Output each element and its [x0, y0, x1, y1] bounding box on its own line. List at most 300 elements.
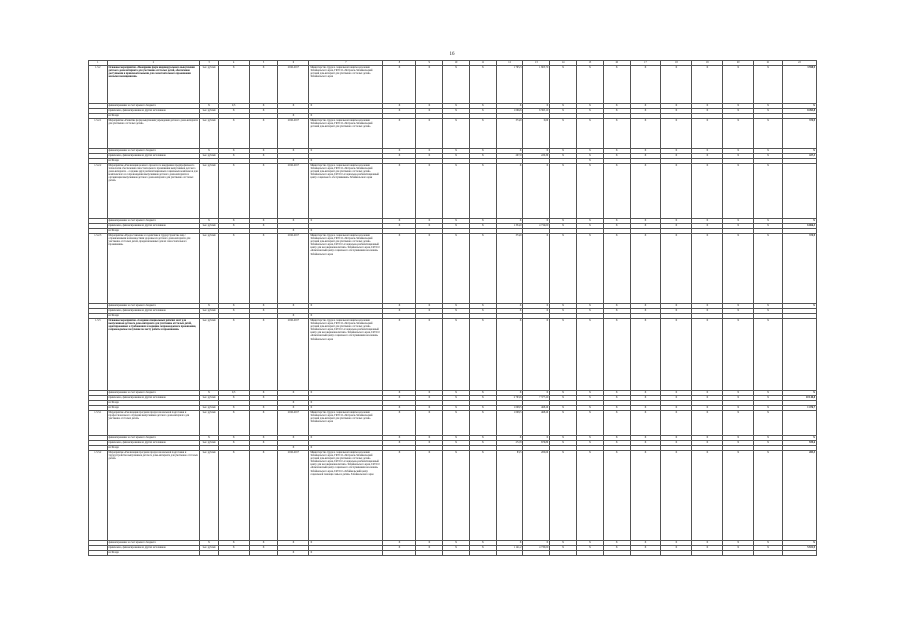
table-cell: X [630, 411, 661, 436]
table-cell: X [383, 441, 416, 446]
table-cell: 272,8 [496, 441, 523, 446]
table-cell: X [383, 154, 416, 159]
table-cell: X [249, 396, 278, 401]
table-cell: Мероприятие «Предоставление и содействие в трудоустройстве лиц с ограниченными возможностями здоровья из детского дома-интерната для умственно отсталых детей, предназначенных для их самостоятельного проживания» [107, 234, 200, 304]
table-cell: X [249, 319, 278, 391]
table-cell: X [443, 66, 470, 104]
table-cell [443, 551, 470, 556]
table-cell: тыс. рублей [200, 119, 219, 149]
table-cell: X [723, 391, 754, 396]
table-cell: X [523, 164, 550, 219]
table-cell: X [661, 304, 692, 309]
table-cell: X [577, 66, 604, 104]
table-cell: X [754, 304, 783, 309]
table-cell: привлечено, финансирование из других источников [107, 154, 200, 159]
table-cell: X [782, 304, 816, 309]
table-cell: X [577, 309, 604, 314]
table-cell: X [278, 314, 309, 319]
table-cell: X [249, 104, 278, 109]
table-cell: 374,9 [782, 119, 816, 149]
table-cell: 2016-2017 [278, 234, 309, 304]
table-cell: привлечено, финансирование из других источников [107, 109, 200, 114]
table-cell: X [754, 451, 783, 541]
table-cell: X [661, 541, 692, 546]
table-cell: X [383, 234, 416, 304]
table-cell: X [200, 391, 219, 396]
table-cell: X [692, 451, 723, 541]
table-cell: X [661, 109, 692, 114]
table-cell: X [754, 119, 783, 149]
table-cell: X [523, 219, 550, 224]
table-cell: тыс. рублей [200, 441, 219, 446]
table-cell: X [249, 411, 278, 436]
table-cell: 1.3.3 [89, 319, 108, 391]
table-cell [782, 551, 816, 556]
table-cell: 4 734,00 [523, 224, 550, 229]
table-cell: X [550, 234, 577, 304]
table-cell: X [603, 441, 630, 446]
table-cell: X [754, 541, 783, 546]
table-cell: X [577, 149, 604, 154]
table-cell: X [443, 411, 470, 436]
table-cell: Министерство труда и социальной защиты населения Забайкальского края, ГКУСО «Петровск-Забайкальский детский дом-интернат для умственно отсталых детей» Забайкальского края, ГАУСО «Социально-реабилитационный центр для несовершеннолетних» Забайкальского края, ГАУСО «Комплексный центр социального обслуживания населения» Забайкальского края [309, 319, 383, 391]
table-cell: X [249, 541, 278, 546]
table-cell: X [218, 304, 249, 309]
table-cell: X [416, 396, 443, 401]
table-cell: X [550, 396, 577, 401]
table-cell: X [577, 234, 604, 304]
table-cell: X [249, 234, 278, 304]
table-cell: 4 730,00 [523, 546, 550, 551]
table-cell: X [309, 401, 383, 406]
column-index: 1 [89, 61, 108, 66]
budget-table [88, 60, 817, 556]
table-cell: X [577, 406, 604, 411]
table-cell: тыс. рублей [200, 319, 219, 391]
table-cell: X [603, 154, 630, 159]
table-cell: 374,9 [496, 234, 523, 304]
table-cell: X [754, 224, 783, 229]
column-index: 5 [249, 61, 278, 66]
table-cell: X [550, 451, 577, 541]
table-cell: X [278, 446, 309, 451]
table-cell: 6 395,10 [523, 109, 550, 114]
table-cell: X [383, 396, 416, 401]
table-cell: X [630, 319, 661, 391]
table-cell: X [416, 391, 443, 396]
table-cell: X [723, 546, 754, 551]
table-cell: 2016-2017 [278, 411, 309, 436]
table-cell: X [496, 436, 523, 441]
table-cell: X [630, 149, 661, 154]
table-cell: 283,5 [782, 451, 816, 541]
table-cell: X [496, 304, 523, 309]
table-cell: X [383, 119, 416, 149]
table-cell: X [249, 219, 278, 224]
table-cell: 929,6 [782, 441, 816, 446]
table-cell: X [692, 119, 723, 149]
table-cell: X [309, 314, 383, 319]
table-cell: X [603, 119, 630, 149]
column-index: 8 [383, 61, 416, 66]
table-cell: 3 598,9 [782, 66, 816, 104]
table-cell: X [383, 164, 416, 219]
table-cell: X [577, 541, 604, 546]
table-cell: X [443, 319, 470, 391]
table-cell: X [469, 441, 496, 446]
table-cell: X [278, 436, 309, 441]
table-cell: X [416, 541, 443, 546]
table-cell: X [577, 411, 604, 436]
table-row [89, 119, 817, 149]
table-cell: X [309, 149, 383, 154]
table-cell: X [496, 541, 523, 546]
table-cell: X [577, 436, 604, 441]
table-cell: X [603, 164, 630, 219]
table-cell: X [496, 319, 523, 391]
table-cell: X [309, 541, 383, 546]
table-cell: X [754, 411, 783, 436]
table-cell: привлечено, финансирование из других источников [107, 224, 200, 229]
table-cell: X [383, 391, 416, 396]
column-index: 17 [630, 61, 661, 66]
table-cell: привлечено, финансирование из других источников [107, 546, 200, 551]
table-cell: из Фонда [107, 229, 200, 234]
table-cell: X [416, 219, 443, 224]
table-cell: X [692, 541, 723, 546]
table-cell: X [630, 234, 661, 304]
table-cell: привлечено, финансирование из других источников [107, 396, 200, 401]
table-cell: X [278, 149, 309, 154]
table-cell [782, 411, 816, 436]
table-cell: тыс. рублей [200, 154, 219, 159]
table-cell: X [443, 109, 470, 114]
table-cell: 220,30 [523, 154, 550, 159]
table-cell: X [218, 411, 249, 436]
table-cell [723, 551, 754, 556]
table-cell: X [754, 219, 783, 224]
table-cell: X [723, 436, 754, 441]
table-cell: из Фонда [107, 446, 200, 451]
table-cell: X [754, 154, 783, 159]
table-cell: Министерство труда и социальной защиты населения Забайкальского края, ГКУСО «Петровск-Забайкальский детский дом-интернат для умственно отсталых детей» Забайкальского края [309, 66, 383, 104]
table-cell: X [692, 411, 723, 436]
table-cell [754, 551, 783, 556]
table-cell: финансирование за счет краевого бюджета [107, 436, 200, 441]
table-cell [416, 551, 443, 556]
table-cell: X [630, 406, 661, 411]
table-cell: X [723, 319, 754, 391]
table-cell: 468,20 [523, 406, 550, 411]
table-cell: финансирование за счет краевого бюджета [107, 304, 200, 309]
table-cell: Мероприятие «Развитие форм выкупления учреждения детского дома-интерната для умственно отсталых детей» [107, 119, 200, 149]
table-cell: X [469, 411, 496, 436]
table-cell: финансирование за счет краевого бюджета [107, 149, 200, 154]
column-index: 13 [523, 61, 550, 66]
table-cell: 1 141,2 [496, 546, 523, 551]
table-cell: X [309, 551, 383, 556]
table-cell: 374,9 [782, 234, 816, 304]
table-cell: из Фонда [107, 159, 200, 164]
table-cell: 6 066,3 [782, 224, 816, 229]
table-cell: X [630, 391, 661, 396]
table-cell: Министерство труда и социальной защиты населения Забайкальского края, ГКУСО «Петровск-Забайкальский детский дом-интернат для умственно отсталых детей» Забайкальского края, ГАУСО «Социально-реабилитационный центр социального обслуживания» Забайкальского края [309, 164, 383, 219]
table-cell [692, 551, 723, 556]
column-index: 20 [723, 61, 754, 66]
table-cell: X [469, 66, 496, 104]
table-cell: X [603, 406, 630, 411]
table-cell: X [416, 66, 443, 104]
table-cell: X [661, 391, 692, 396]
table-cell: X [469, 109, 496, 114]
table-cell: X [603, 411, 630, 436]
table-cell: X [661, 234, 692, 304]
table-cell: X [218, 396, 249, 401]
table-cell: X [754, 234, 783, 304]
table-cell: X [603, 541, 630, 546]
table-cell: X [661, 66, 692, 104]
table-row [89, 234, 817, 304]
table-cell: тыс. рублей [200, 224, 219, 229]
table-cell: X [443, 119, 470, 149]
table-cell: 0,3 [218, 104, 249, 109]
table-cell: X [661, 396, 692, 401]
table-cell: X [661, 119, 692, 149]
table-cell: X [416, 224, 443, 229]
table-cell: X [692, 149, 723, 154]
table-cell: X [630, 224, 661, 229]
column-index: 7 [309, 61, 383, 66]
table-cell: X [383, 219, 416, 224]
table-cell: X [754, 309, 783, 314]
table-cell [630, 551, 661, 556]
table-cell: X [723, 396, 754, 401]
table-cell: X [416, 154, 443, 159]
table-cell: X [754, 149, 783, 154]
table-cell: X [630, 396, 661, 401]
table-cell: X [383, 149, 416, 154]
table-cell [782, 319, 816, 391]
table-cell: X [278, 541, 309, 546]
table-cell: X [550, 119, 577, 149]
table-cell: X [782, 391, 816, 396]
table-cell: тыс. рублей [200, 234, 219, 304]
table-cell: Мероприятие «Реализация программ профессиональной подготовки и профессионального обучения выпускников детского дома-интерната для умственно отсталых детей» [107, 411, 200, 436]
table-cell: 1 066,6 [496, 109, 523, 114]
table-cell: X [416, 119, 443, 149]
table-cell: X [416, 234, 443, 304]
table-cell: X [630, 541, 661, 546]
table-cell: X [550, 436, 577, 441]
table-cell: X [443, 309, 470, 314]
table-cell [89, 551, 108, 556]
table-cell: 1 803,70 [523, 66, 550, 104]
table-cell: X [383, 411, 416, 436]
table-cell: X [218, 319, 249, 391]
table-cell: X [278, 114, 309, 119]
table-cell: X [603, 436, 630, 441]
table-cell [661, 551, 692, 556]
table-cell [218, 551, 249, 556]
table-cell: X [661, 164, 692, 219]
table-cell: финансирование за счет краевого бюджета [107, 219, 200, 224]
table-cell: X [723, 119, 754, 149]
table-cell: X [630, 436, 661, 441]
table-cell: X [661, 309, 692, 314]
table-cell: X [416, 149, 443, 154]
table-cell: X [692, 104, 723, 109]
table-cell: X [309, 219, 383, 224]
table-cell: X [443, 396, 470, 401]
table-cell: X [309, 304, 383, 309]
table-cell: X [754, 104, 783, 109]
table-cell: X [383, 546, 416, 551]
table-cell: X [577, 224, 604, 229]
table-cell: X [630, 104, 661, 109]
table-cell: X [603, 149, 630, 154]
table-cell: X [723, 451, 754, 541]
table-cell: X [469, 406, 496, 411]
table-cell: X [630, 66, 661, 104]
table-cell: X [754, 441, 783, 446]
table-cell: X [218, 154, 249, 159]
column-index: 9 [416, 61, 443, 66]
table-cell: X [249, 66, 278, 104]
column-index: 6 [278, 61, 309, 66]
table-cell: 2016-2017 [278, 119, 309, 149]
table-cell: X [249, 304, 278, 309]
table-cell: Министерство труда и социальной защиты населения Забайкальского края, ГКУСО «Петровск-Забайкальский детский дом-интернат для умственно отсталых детей» [309, 119, 383, 149]
table-cell: X [383, 109, 416, 114]
table-cell: 676,80 [523, 441, 550, 446]
table-cell: X [416, 104, 443, 109]
table-cell: 2016-2017 [278, 66, 309, 104]
table-cell: X [383, 406, 416, 411]
table-cell: X [309, 391, 383, 396]
table-cell: X [723, 104, 754, 109]
table-cell: X [523, 304, 550, 309]
table-cell: X [692, 391, 723, 396]
table-cell: X [496, 391, 523, 396]
table-cell: X [630, 119, 661, 149]
table-cell: X [661, 149, 692, 154]
table-cell: X [577, 104, 604, 109]
table-cell: X [577, 119, 604, 149]
table-cell: X [249, 109, 278, 114]
table-cell: X [249, 309, 278, 314]
table-cell: X [550, 546, 577, 551]
table-cell: X [723, 149, 754, 154]
table-cell: X [443, 541, 470, 546]
table-cell [577, 551, 604, 556]
table-cell: 2 763,6 [496, 396, 523, 401]
table-cell: 10 140,8 [782, 396, 816, 401]
table-cell: X [550, 104, 577, 109]
table-cell: X [577, 546, 604, 551]
table-cell: 207,0 [496, 154, 523, 159]
table-cell: X [661, 406, 692, 411]
table-cell: X [249, 149, 278, 154]
table-cell: X [661, 224, 692, 229]
table-cell: X [218, 309, 249, 314]
table-cell: X [723, 164, 754, 219]
column-index: 10 [443, 61, 470, 66]
table-cell: X [249, 441, 278, 446]
table-cell: X [443, 406, 470, 411]
table-cell: X [469, 234, 496, 304]
table-cell: 0,3 [218, 391, 249, 396]
table-cell: X [754, 396, 783, 401]
table-cell: 5 921,9 [782, 546, 816, 551]
table-cell: X [443, 546, 470, 551]
table-cell: X [278, 551, 309, 556]
table-cell: X [383, 224, 416, 229]
table-cell: X [782, 436, 816, 441]
table-cell: X [661, 436, 692, 441]
table-cell: X [469, 154, 496, 159]
table-cell: 427,3 [782, 154, 816, 159]
table-cell: X [723, 309, 754, 314]
table-cell: X [249, 164, 278, 219]
table-cell: X [249, 224, 278, 229]
table-cell: X [443, 304, 470, 309]
table-cell: Министерство труда и социальной защиты населения Забайкальского края, ГКУСО «Петровск-Забайкальский детский дом-интернат для умственно отсталых детей» Забайкальского края, ГАУСО «Социально-реабилитационный центр для несовершеннолетних» Забайкальского края, ГАУСО «Комплексный центр социального обслуживания населения» Забайкальского края [309, 234, 383, 304]
table-cell: X [309, 114, 383, 119]
table-cell: X [661, 219, 692, 224]
table-cell: X [218, 149, 249, 154]
table-cell: X [550, 319, 577, 391]
table-cell: X [278, 391, 309, 396]
table-cell: X [469, 119, 496, 149]
table-cell: X [469, 451, 496, 541]
table-cell: 1 476,7 [782, 406, 816, 411]
table-cell: X [309, 436, 383, 441]
table-cell: X [523, 149, 550, 154]
table-cell: X [692, 441, 723, 446]
table-cell: X [661, 411, 692, 436]
table-cell: 1.3.3.1 [89, 411, 108, 436]
table-cell: X [692, 224, 723, 229]
table-cell: тыс. рублей [200, 396, 219, 401]
table-cell: X [577, 154, 604, 159]
table-cell: тыс. рублей [200, 309, 219, 314]
table-cell: 1 008,5 [496, 406, 523, 411]
table-cell: X [523, 541, 550, 546]
table-cell: X [383, 66, 416, 104]
table-cell: X [630, 546, 661, 551]
table-cell: X [416, 319, 443, 391]
table-cell: X [754, 391, 783, 396]
table-cell: X [577, 159, 604, 164]
table-cell: X [782, 104, 816, 109]
table-cell: X [218, 441, 249, 446]
table-cell: 2016-2017 [278, 319, 309, 391]
table-cell: 468,20 [523, 411, 550, 436]
table-cell: X [249, 406, 278, 411]
table-cell: X [443, 164, 470, 219]
table-cell: X [550, 224, 577, 229]
table-cell [603, 551, 630, 556]
table-cell: финансирование за счет краевого бюджета [107, 541, 200, 546]
table-cell: X [416, 436, 443, 441]
table-cell: X [723, 406, 754, 411]
table-cell: X [416, 406, 443, 411]
column-index: 16 [603, 61, 630, 66]
table-cell: X [278, 406, 309, 411]
page-number: 16 [449, 52, 455, 57]
table-cell: X [550, 164, 577, 219]
table-cell: X [661, 319, 692, 391]
